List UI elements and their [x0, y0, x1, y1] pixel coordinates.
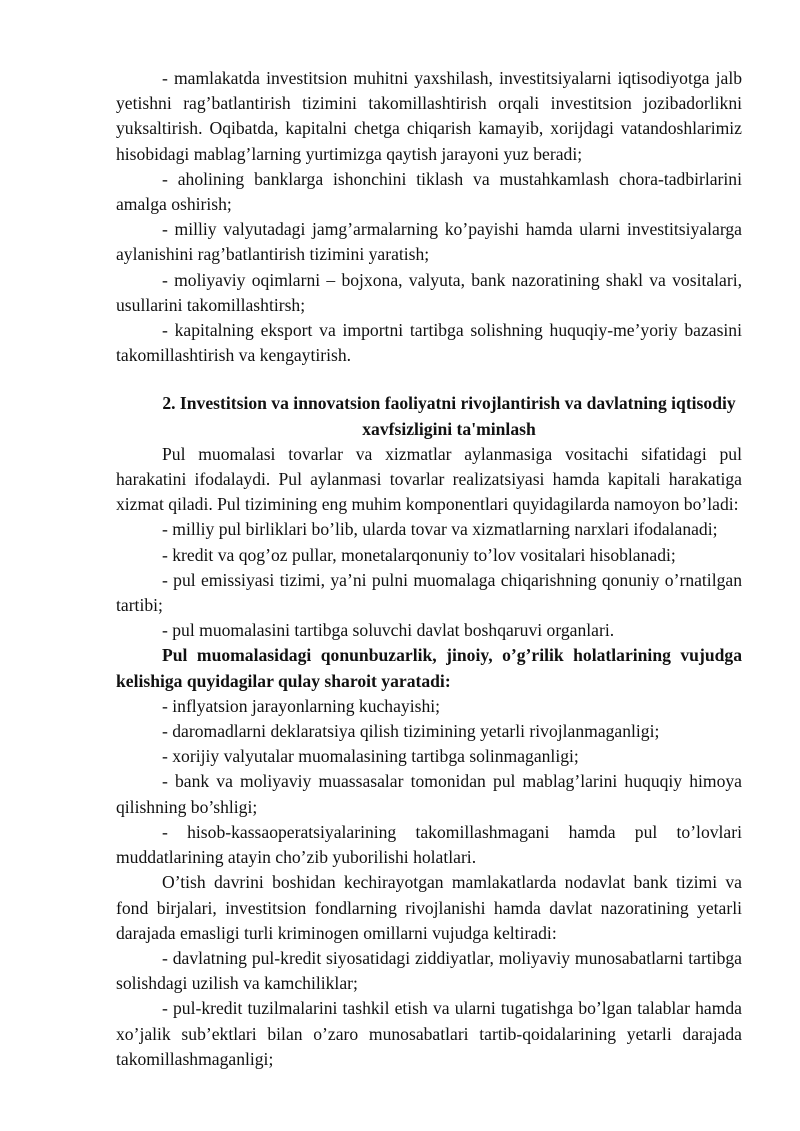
component-item: - pul muomalasini tartibga soluvchi davlat boshqaruvi organlari. [162, 620, 615, 641]
condition-item: - daromadlarni deklaratsiya qilish tizimining yetarli rivojlanmaganligi; [162, 721, 660, 742]
component-item: - kredit va qog’oz pullar, monetalarqonuniy to’lov vositalari hisoblanadi; [162, 544, 676, 565]
bullet-financial-flows: - moliyaviy oqimlarni – bojxona, valyuta, bank nazoratining shakl va vositalari, usullarini takomillashtirsh; [116, 269, 742, 315]
component-item: - pul emissiyasi tizimi, ya’ni pulni muomalaga chiqarishning qonuniy o’rnatilgan tartibi; [116, 569, 742, 616]
intro-paragraph: Pul muomalasi tovarlar va xizmatlar aylanmasiga vositachi sifatidagi pul harakatini ifodalaydi. Pul aylanmasi tovarlar realizatsiyasi hamda kapitali harakatiga xizmat qiladi. Pul tizimining eng muhim komponentlari quyidagilarda namoyon bo’ladi: [116, 443, 742, 515]
transition-paragraph: O’tish davrini boshidan kechirayotgan mamlakatlarda nodavlat bank tizimi va fond birjalari, investitsion fondlarning rivojlanishi hamda davlat nazoratining yetarli darajada emasligi turli kriminogen omillarni vujudga keltiradi: [116, 872, 742, 943]
section-gap [116, 368, 742, 391]
bullet-capital-export-import: - kapitalning eksport va importni tartibga solishning huquqiy-me’yoriy bazasini takomillashtirish va kengaytirish. [116, 320, 742, 366]
bullet-national-savings: - milliy valyutadagi jamg’armalarning ko’payishi hamda ularni investitsiyalarga aylanishini rag’batlantirish tizimini yaratish; [116, 219, 742, 265]
bold-paragraph: Pul muomalasidagi qonunbuzarlik, jinoiy, o’g’rilik holatlarining vujudga kelishiga quyidagilar qulay sharoit yaratadi: [116, 645, 742, 691]
factor-item: - davlatning pul-kredit siyosatidagi ziddiyatlar, moliyaviy munosabatlarni tartibga solishdagi uzilish va kamchiliklar; [116, 947, 742, 994]
document-page [116, 66, 742, 1072]
condition-item: - inflyatsion jarayonlarning kuchayishi; [162, 695, 441, 716]
bullet-bank-trust: - aholining banklarga ishonchini tiklash va mustahkamlash chora-tadbirlarini amalga oshirish; [116, 168, 742, 215]
component-item: - milliy pul birliklari bo’lib, ularda tovar va xizmatlarning narxlari ifodalanadi; [162, 519, 718, 540]
bullet-investment-climate: - mamlakatda investitsion muhitni yaxshilash, investitsiyalarni iqtisodiyotga jalb yetishni rag’batlantirish tizimini takomillashtirish orqali investitsion jozibadorlikni yuksaltirish. Oqibatda, kapitalni chetga chiqarish kamayib, xorijdagi vatandoshlarimiz hisobidagi mablag’larning yurtimizga qaytish jarayoni yuz beradi; [116, 68, 742, 164]
condition-item: - hisob-kassaoperatsiyalarining takomillashmagani hamda pul to’lovlari muddatlarining atayin cho’zib yuborilishi holatlari. [116, 821, 742, 868]
factor-item: - pul-kredit tuzilmalarini tashkil etish va ularni tugatishga bo’lgan talablar hamda xo’jalik sub’ektlari bilan o’zaro munosabatlari tartib-qoidalarining yetarli darajada takomillashmaganligi; [116, 998, 742, 1069]
condition-item: - xorijiy valyutalar muomalasining tartibga solinmaganligi; [162, 746, 579, 767]
section-heading: 2. Investitsion va innovatsion faoliyatni rivojlantirish va davlatning iqtisodiy xavfsizligini ta'minlash [162, 393, 736, 439]
condition-item: - bank va moliyaviy muassasalar tomonidan pul mablag’larini huquqiy himoya qilishning bo’shligi; [116, 771, 742, 817]
